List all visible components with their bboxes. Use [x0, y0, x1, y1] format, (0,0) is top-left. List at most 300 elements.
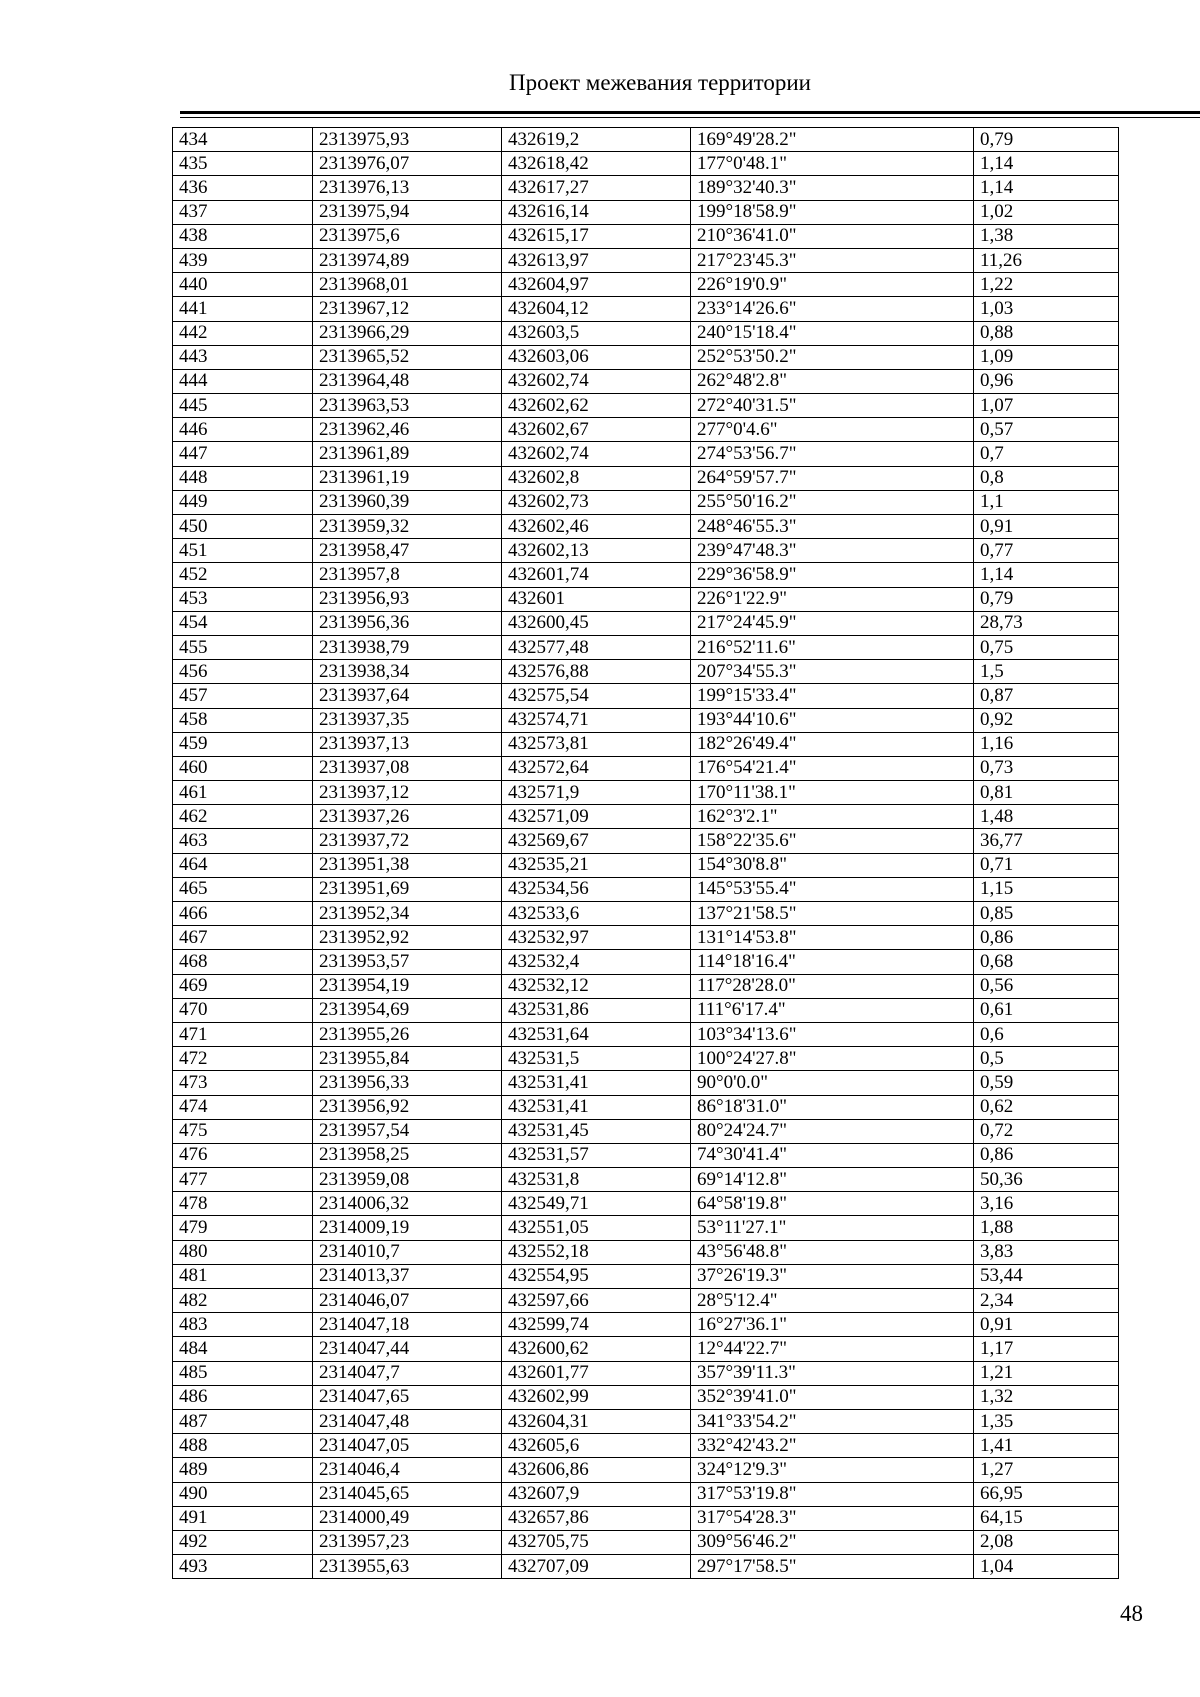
x-coordinate-cell: 2313959,08 — [313, 1168, 502, 1192]
bearing-cell: 199°15'33.4" — [691, 684, 974, 708]
x-coordinate-cell: 2313956,36 — [313, 611, 502, 635]
bearing-cell: 154°30'8.8" — [691, 853, 974, 877]
bearing-cell: 131°14'53.8" — [691, 926, 974, 950]
table-row — [173, 1119, 1119, 1143]
x-coordinate-cell: 2313955,63 — [313, 1555, 502, 1579]
bearing-cell: 297°17'58.5" — [691, 1555, 974, 1579]
bearing-cell: 252°53'50.2" — [691, 345, 974, 369]
bearing-cell: 169°49'28.2" — [691, 128, 974, 152]
table-row — [173, 1240, 1119, 1264]
bearing-cell: 341°33'54.2" — [691, 1409, 974, 1433]
distance-cell: 0,92 — [974, 708, 1119, 732]
distance-cell: 1,02 — [974, 200, 1119, 224]
y-coordinate-cell: 432602,62 — [502, 394, 691, 418]
distance-cell: 1,41 — [974, 1434, 1119, 1458]
point-number-cell: 464 — [173, 853, 313, 877]
x-coordinate-cell: 2314047,18 — [313, 1313, 502, 1337]
bearing-cell: 217°23'45.3" — [691, 248, 974, 272]
y-coordinate-cell: 432606,86 — [502, 1458, 691, 1482]
y-coordinate-cell: 432604,31 — [502, 1409, 691, 1433]
table-row — [173, 635, 1119, 659]
point-number-cell: 477 — [173, 1168, 313, 1192]
page-number: 48 — [1120, 1601, 1143, 1626]
bearing-cell: 233°14'26.6" — [691, 297, 974, 321]
point-number-cell: 459 — [173, 732, 313, 756]
x-coordinate-cell: 2314047,48 — [313, 1409, 502, 1433]
distance-cell: 1,14 — [974, 563, 1119, 587]
bearing-cell: 80°24'24.7" — [691, 1119, 974, 1143]
bearing-cell: 43°56'48.8" — [691, 1240, 974, 1264]
point-number-cell: 466 — [173, 902, 313, 926]
table-row — [173, 708, 1119, 732]
bearing-cell: 240°15'18.4" — [691, 321, 974, 345]
point-number-cell: 478 — [173, 1192, 313, 1216]
table-row — [173, 587, 1119, 611]
distance-cell: 1,14 — [974, 176, 1119, 200]
point-number-cell: 487 — [173, 1409, 313, 1433]
distance-cell: 0,56 — [974, 974, 1119, 998]
point-number-cell: 481 — [173, 1264, 313, 1288]
point-number-cell: 469 — [173, 974, 313, 998]
table-row — [173, 1361, 1119, 1385]
y-coordinate-cell: 432604,12 — [502, 297, 691, 321]
x-coordinate-cell: 2313937,13 — [313, 732, 502, 756]
x-coordinate-cell: 2313951,69 — [313, 877, 502, 901]
point-number-cell: 476 — [173, 1143, 313, 1167]
distance-cell: 1,32 — [974, 1385, 1119, 1409]
bearing-cell: 111°6'17.4" — [691, 998, 974, 1022]
point-number-cell: 442 — [173, 321, 313, 345]
x-coordinate-cell: 2313937,72 — [313, 829, 502, 853]
x-coordinate-cell: 2313954,19 — [313, 974, 502, 998]
table-row — [173, 1216, 1119, 1240]
point-number-cell: 443 — [173, 345, 313, 369]
distance-cell: 0,57 — [974, 418, 1119, 442]
table-row — [173, 1289, 1119, 1313]
table-row — [173, 1434, 1119, 1458]
table-row — [173, 732, 1119, 756]
distance-cell: 0,88 — [974, 321, 1119, 345]
table-row — [173, 248, 1119, 272]
distance-cell: 0,77 — [974, 539, 1119, 563]
point-number-cell: 447 — [173, 442, 313, 466]
y-coordinate-cell: 432571,9 — [502, 781, 691, 805]
table-row — [173, 1337, 1119, 1361]
table-row — [173, 611, 1119, 635]
point-number-cell: 440 — [173, 273, 313, 297]
table-row — [173, 1264, 1119, 1288]
point-number-cell: 444 — [173, 369, 313, 393]
table-row — [173, 1168, 1119, 1192]
y-coordinate-cell: 432573,81 — [502, 732, 691, 756]
bearing-cell: 317°54'28.3" — [691, 1506, 974, 1530]
x-coordinate-cell: 2313957,23 — [313, 1530, 502, 1554]
point-number-cell: 490 — [173, 1482, 313, 1506]
point-number-cell: 448 — [173, 466, 313, 490]
point-number-cell: 473 — [173, 1071, 313, 1095]
table-row — [173, 176, 1119, 200]
x-coordinate-cell: 2314009,19 — [313, 1216, 502, 1240]
x-coordinate-cell: 2313961,89 — [313, 442, 502, 466]
distance-cell: 50,36 — [974, 1168, 1119, 1192]
x-coordinate-cell: 2313937,12 — [313, 781, 502, 805]
table-row — [173, 321, 1119, 345]
x-coordinate-cell: 2313960,39 — [313, 490, 502, 514]
distance-cell: 1,22 — [974, 273, 1119, 297]
point-number-cell: 475 — [173, 1119, 313, 1143]
y-coordinate-cell: 432531,86 — [502, 998, 691, 1022]
bearing-cell: 309°56'46.2" — [691, 1530, 974, 1554]
y-coordinate-cell: 432597,66 — [502, 1289, 691, 1313]
x-coordinate-cell: 2313956,93 — [313, 587, 502, 611]
x-coordinate-cell: 2313951,38 — [313, 853, 502, 877]
distance-cell: 0,68 — [974, 950, 1119, 974]
distance-cell: 1,1 — [974, 490, 1119, 514]
y-coordinate-cell: 432601,74 — [502, 563, 691, 587]
x-coordinate-cell: 2313964,48 — [313, 369, 502, 393]
y-coordinate-cell: 432603,06 — [502, 345, 691, 369]
table-row — [173, 224, 1119, 248]
bearing-cell: 248°46'55.3" — [691, 515, 974, 539]
y-coordinate-cell: 432615,17 — [502, 224, 691, 248]
distance-cell: 1,15 — [974, 877, 1119, 901]
y-coordinate-cell: 432531,45 — [502, 1119, 691, 1143]
table-row — [173, 1022, 1119, 1046]
distance-cell: 0,62 — [974, 1095, 1119, 1119]
y-coordinate-cell: 432575,54 — [502, 684, 691, 708]
table-row — [173, 1482, 1119, 1506]
x-coordinate-cell: 2313952,92 — [313, 926, 502, 950]
bearing-cell: 193°44'10.6" — [691, 708, 974, 732]
bearing-cell: 177°0'48.1" — [691, 152, 974, 176]
point-number-cell: 482 — [173, 1289, 313, 1313]
distance-cell: 53,44 — [974, 1264, 1119, 1288]
distance-cell: 11,26 — [974, 248, 1119, 272]
y-coordinate-cell: 432531,41 — [502, 1095, 691, 1119]
y-coordinate-cell: 432599,74 — [502, 1313, 691, 1337]
bearing-cell: 357°39'11.3" — [691, 1361, 974, 1385]
y-coordinate-cell: 432574,71 — [502, 708, 691, 732]
point-number-cell: 438 — [173, 224, 313, 248]
distance-cell: 0,73 — [974, 756, 1119, 780]
distance-cell: 3,83 — [974, 1240, 1119, 1264]
table-row — [173, 200, 1119, 224]
y-coordinate-cell: 432554,95 — [502, 1264, 691, 1288]
bearing-cell: 255°50'16.2" — [691, 490, 974, 514]
x-coordinate-cell: 2313956,92 — [313, 1095, 502, 1119]
x-coordinate-cell: 2313967,12 — [313, 297, 502, 321]
y-coordinate-cell: 432602,99 — [502, 1385, 691, 1409]
distance-cell: 0,91 — [974, 515, 1119, 539]
table-row — [173, 1458, 1119, 1482]
table-row — [173, 781, 1119, 805]
x-coordinate-cell: 2313937,26 — [313, 805, 502, 829]
y-coordinate-cell: 432531,64 — [502, 1022, 691, 1046]
table-row — [173, 950, 1119, 974]
bearing-cell: 226°1'22.9" — [691, 587, 974, 611]
point-number-cell: 451 — [173, 539, 313, 563]
x-coordinate-cell: 2313962,46 — [313, 418, 502, 442]
distance-cell: 1,16 — [974, 732, 1119, 756]
bearing-cell: 74°30'41.4" — [691, 1143, 974, 1167]
distance-cell: 0,96 — [974, 369, 1119, 393]
point-number-cell: 472 — [173, 1047, 313, 1071]
x-coordinate-cell: 2313938,34 — [313, 660, 502, 684]
table-row — [173, 1385, 1119, 1409]
y-coordinate-cell: 432616,14 — [502, 200, 691, 224]
bearing-cell: 90°0'0.0" — [691, 1071, 974, 1095]
y-coordinate-cell: 432605,6 — [502, 1434, 691, 1458]
distance-cell: 1,21 — [974, 1361, 1119, 1385]
bearing-cell: 274°53'56.7" — [691, 442, 974, 466]
table-row — [173, 273, 1119, 297]
distance-cell: 0,79 — [974, 587, 1119, 611]
bearing-cell: 162°3'2.1" — [691, 805, 974, 829]
x-coordinate-cell: 2313976,07 — [313, 152, 502, 176]
y-coordinate-cell: 432532,12 — [502, 974, 691, 998]
table-row — [173, 466, 1119, 490]
bearing-cell: 100°24'27.8" — [691, 1047, 974, 1071]
point-number-cell: 460 — [173, 756, 313, 780]
x-coordinate-cell: 2314046,07 — [313, 1289, 502, 1313]
bearing-cell: 207°34'55.3" — [691, 660, 974, 684]
distance-cell: 0,86 — [974, 1143, 1119, 1167]
page-header-title: Проект межевания территории — [509, 70, 811, 95]
y-coordinate-cell: 432549,71 — [502, 1192, 691, 1216]
x-coordinate-cell: 2313974,89 — [313, 248, 502, 272]
x-coordinate-cell: 2313959,32 — [313, 515, 502, 539]
x-coordinate-cell: 2313937,35 — [313, 708, 502, 732]
distance-cell: 36,77 — [974, 829, 1119, 853]
bearing-cell: 324°12'9.3" — [691, 1458, 974, 1482]
distance-cell: 1,14 — [974, 152, 1119, 176]
y-coordinate-cell: 432602,46 — [502, 515, 691, 539]
coordinates-table — [172, 127, 1119, 1579]
table-row — [173, 1047, 1119, 1071]
bearing-cell: 264°59'57.7" — [691, 466, 974, 490]
y-coordinate-cell: 432531,5 — [502, 1047, 691, 1071]
table-row — [173, 1095, 1119, 1119]
distance-cell: 0,81 — [974, 781, 1119, 805]
y-coordinate-cell: 432619,2 — [502, 128, 691, 152]
coordinates-table-body — [173, 128, 1119, 1579]
y-coordinate-cell: 432707,09 — [502, 1555, 691, 1579]
table-row — [173, 297, 1119, 321]
distance-cell: 0,86 — [974, 926, 1119, 950]
distance-cell: 2,08 — [974, 1530, 1119, 1554]
header-rule-thin — [180, 117, 1200, 118]
point-number-cell: 470 — [173, 998, 313, 1022]
x-coordinate-cell: 2313965,52 — [313, 345, 502, 369]
point-number-cell: 435 — [173, 152, 313, 176]
y-coordinate-cell: 432600,45 — [502, 611, 691, 635]
bearing-cell: 117°28'28.0" — [691, 974, 974, 998]
table-row — [173, 756, 1119, 780]
x-coordinate-cell: 2314047,65 — [313, 1385, 502, 1409]
y-coordinate-cell: 432572,64 — [502, 756, 691, 780]
bearing-cell: 189°32'40.3" — [691, 176, 974, 200]
point-number-cell: 454 — [173, 611, 313, 635]
y-coordinate-cell: 432602,74 — [502, 369, 691, 393]
point-number-cell: 434 — [173, 128, 313, 152]
point-number-cell: 493 — [173, 1555, 313, 1579]
bearing-cell: 229°36'58.9" — [691, 563, 974, 587]
distance-cell: 0,71 — [974, 853, 1119, 877]
x-coordinate-cell: 2314000,49 — [313, 1506, 502, 1530]
point-number-cell: 458 — [173, 708, 313, 732]
bearing-cell: 352°39'41.0" — [691, 1385, 974, 1409]
point-number-cell: 457 — [173, 684, 313, 708]
point-number-cell: 456 — [173, 660, 313, 684]
table-row — [173, 902, 1119, 926]
y-coordinate-cell: 432535,21 — [502, 853, 691, 877]
distance-cell: 0,6 — [974, 1022, 1119, 1046]
point-number-cell: 450 — [173, 515, 313, 539]
y-coordinate-cell: 432705,75 — [502, 1530, 691, 1554]
point-number-cell: 484 — [173, 1337, 313, 1361]
point-number-cell: 461 — [173, 781, 313, 805]
bearing-cell: 182°26'49.4" — [691, 732, 974, 756]
distance-cell: 1,88 — [974, 1216, 1119, 1240]
distance-cell: 3,16 — [974, 1192, 1119, 1216]
distance-cell: 0,72 — [974, 1119, 1119, 1143]
y-coordinate-cell: 432569,67 — [502, 829, 691, 853]
table-row — [173, 805, 1119, 829]
bearing-cell: 199°18'58.9" — [691, 200, 974, 224]
y-coordinate-cell: 432601 — [502, 587, 691, 611]
y-coordinate-cell: 432602,74 — [502, 442, 691, 466]
table-row — [173, 1530, 1119, 1554]
point-number-cell: 492 — [173, 1530, 313, 1554]
point-number-cell: 437 — [173, 200, 313, 224]
y-coordinate-cell: 432531,41 — [502, 1071, 691, 1095]
bearing-cell: 272°40'31.5" — [691, 394, 974, 418]
x-coordinate-cell: 2313938,79 — [313, 635, 502, 659]
point-number-cell: 462 — [173, 805, 313, 829]
table-row — [173, 1313, 1119, 1337]
point-number-cell: 453 — [173, 587, 313, 611]
point-number-cell: 488 — [173, 1434, 313, 1458]
bearing-cell: 137°21'58.5" — [691, 902, 974, 926]
distance-cell: 64,15 — [974, 1506, 1119, 1530]
distance-cell: 0,91 — [974, 1313, 1119, 1337]
bearing-cell: 226°19'0.9" — [691, 273, 974, 297]
bearing-cell: 69°14'12.8" — [691, 1168, 974, 1192]
point-number-cell: 486 — [173, 1385, 313, 1409]
table-row — [173, 926, 1119, 950]
y-coordinate-cell: 432607,9 — [502, 1482, 691, 1506]
x-coordinate-cell: 2313956,33 — [313, 1071, 502, 1095]
table-row — [173, 539, 1119, 563]
x-coordinate-cell: 2313958,47 — [313, 539, 502, 563]
x-coordinate-cell: 2314010,7 — [313, 1240, 502, 1264]
distance-cell: 0,59 — [974, 1071, 1119, 1095]
point-number-cell: 445 — [173, 394, 313, 418]
bearing-cell: 28°5'12.4" — [691, 1289, 974, 1313]
y-coordinate-cell: 432603,5 — [502, 321, 691, 345]
x-coordinate-cell: 2314045,65 — [313, 1482, 502, 1506]
point-number-cell: 491 — [173, 1506, 313, 1530]
x-coordinate-cell: 2313975,94 — [313, 200, 502, 224]
header-rule-thick — [180, 111, 1200, 114]
table-row — [173, 1555, 1119, 1579]
x-coordinate-cell: 2313953,57 — [313, 950, 502, 974]
table-row — [173, 345, 1119, 369]
y-coordinate-cell: 432604,97 — [502, 273, 691, 297]
bearing-cell: 332°42'43.2" — [691, 1434, 974, 1458]
distance-cell: 0,5 — [974, 1047, 1119, 1071]
point-number-cell: 471 — [173, 1022, 313, 1046]
bearing-cell: 217°24'45.9" — [691, 611, 974, 635]
y-coordinate-cell: 432551,05 — [502, 1216, 691, 1240]
table-row — [173, 152, 1119, 176]
point-number-cell: 489 — [173, 1458, 313, 1482]
x-coordinate-cell: 2313963,53 — [313, 394, 502, 418]
table-row — [173, 1409, 1119, 1433]
point-number-cell: 455 — [173, 635, 313, 659]
y-coordinate-cell: 432602,13 — [502, 539, 691, 563]
distance-cell: 0,61 — [974, 998, 1119, 1022]
bearing-cell: 277°0'4.6" — [691, 418, 974, 442]
distance-cell: 0,75 — [974, 635, 1119, 659]
y-coordinate-cell: 432602,8 — [502, 466, 691, 490]
table-row — [173, 853, 1119, 877]
distance-cell: 0,87 — [974, 684, 1119, 708]
y-coordinate-cell: 432531,57 — [502, 1143, 691, 1167]
y-coordinate-cell: 432602,67 — [502, 418, 691, 442]
table-row — [173, 490, 1119, 514]
y-coordinate-cell: 432532,97 — [502, 926, 691, 950]
bearing-cell: 210°36'41.0" — [691, 224, 974, 248]
point-number-cell: 441 — [173, 297, 313, 321]
table-row — [173, 1143, 1119, 1167]
table-row — [173, 418, 1119, 442]
y-coordinate-cell: 432618,42 — [502, 152, 691, 176]
distance-cell: 1,07 — [974, 394, 1119, 418]
bearing-cell: 37°26'19.3" — [691, 1264, 974, 1288]
bearing-cell: 317°53'19.8" — [691, 1482, 974, 1506]
y-coordinate-cell: 432657,86 — [502, 1506, 691, 1530]
table-row — [173, 563, 1119, 587]
bearing-cell: 239°47'48.3" — [691, 539, 974, 563]
x-coordinate-cell: 2313954,69 — [313, 998, 502, 1022]
point-number-cell: 485 — [173, 1361, 313, 1385]
table-row — [173, 128, 1119, 152]
x-coordinate-cell: 2313966,29 — [313, 321, 502, 345]
x-coordinate-cell: 2313937,64 — [313, 684, 502, 708]
table-row — [173, 877, 1119, 901]
point-number-cell: 483 — [173, 1313, 313, 1337]
table-row — [173, 684, 1119, 708]
x-coordinate-cell: 2313957,8 — [313, 563, 502, 587]
x-coordinate-cell: 2313961,19 — [313, 466, 502, 490]
x-coordinate-cell: 2313958,25 — [313, 1143, 502, 1167]
bearing-cell: 158°22'35.6" — [691, 829, 974, 853]
bearing-cell: 12°44'22.7" — [691, 1337, 974, 1361]
distance-cell: 2,34 — [974, 1289, 1119, 1313]
x-coordinate-cell: 2314013,37 — [313, 1264, 502, 1288]
bearing-cell: 86°18'31.0" — [691, 1095, 974, 1119]
bearing-cell: 16°27'36.1" — [691, 1313, 974, 1337]
bearing-cell: 64°58'19.8" — [691, 1192, 974, 1216]
distance-cell: 0,7 — [974, 442, 1119, 466]
bearing-cell: 176°54'21.4" — [691, 756, 974, 780]
distance-cell: 1,48 — [974, 805, 1119, 829]
distance-cell: 66,95 — [974, 1482, 1119, 1506]
point-number-cell: 463 — [173, 829, 313, 853]
table-row — [173, 998, 1119, 1022]
table-row — [173, 974, 1119, 998]
